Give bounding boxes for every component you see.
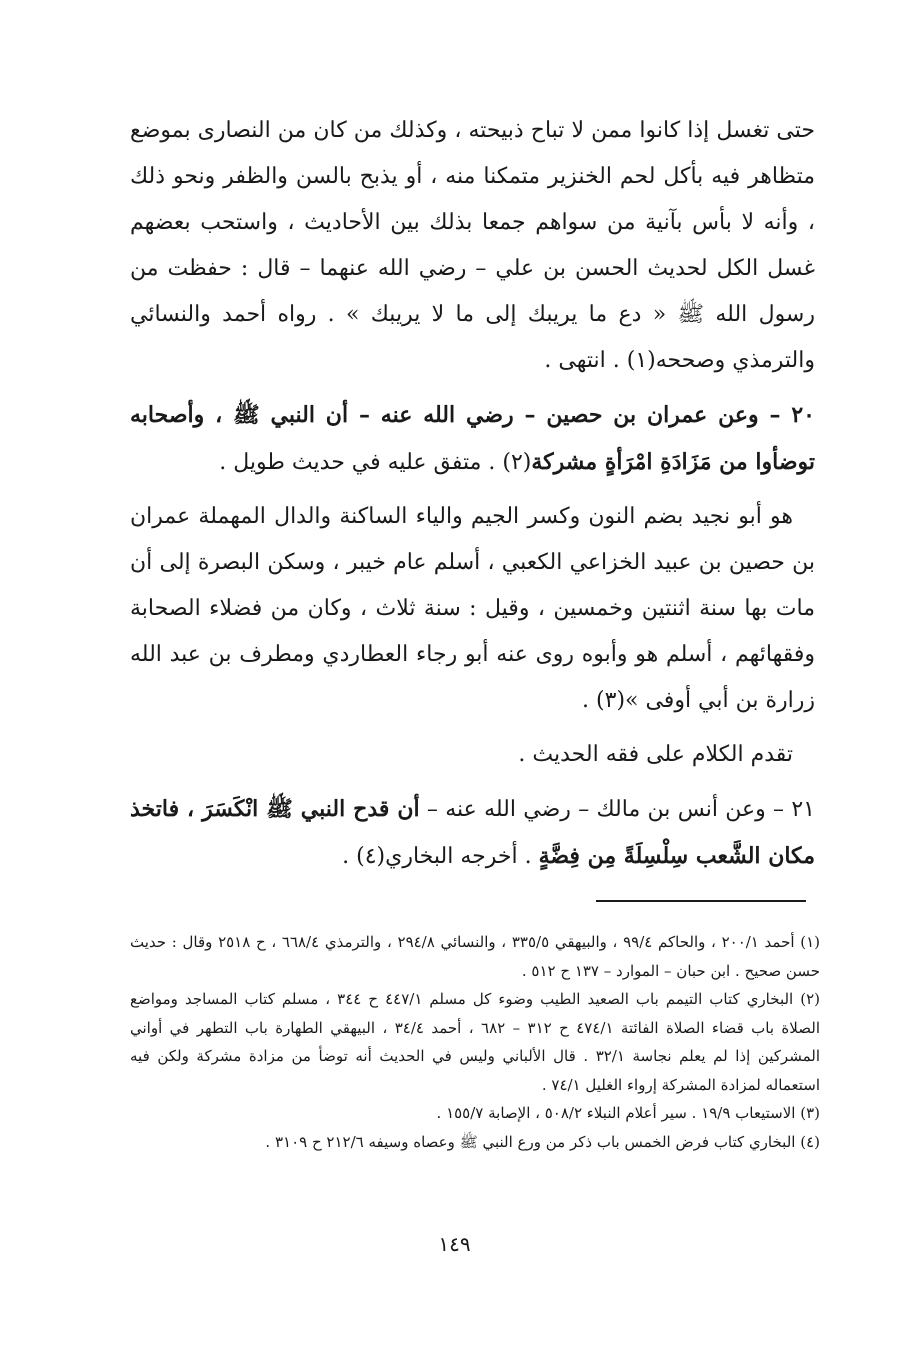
- footnote-3: (٣) الاستيعاب ١٩/٩ . سير أعلام النبلاء ٥٠٨/٢ ، الإصابة ١٥٥/٧ .: [436, 1104, 820, 1122]
- footnotes: [130, 928, 820, 1156]
- hadith-21: [130, 786, 815, 880]
- paragraph-biography: هو أبو نجيد بضم النون وكسر الجيم والياء الساكنة والدال المهملة عمران بن حصين بن عبيد الخزاعي الكعبي ، أسلم عام خيبر ، وسكن البصرة إلى أن مات بها سنة اثنتين وخمسين ، وقيل : سنة ثلاث ، وكان من فضلاء الصحابة وفقهائهم ، أسلم هو وأبوه روى عنه أبو رجاء العطاردي ومطرف بن عبد الله زرارة بن أبي أوفى »(٣) .: [130, 504, 815, 713]
- hadith-21-source: . أخرجه البخاري(٤) .: [342, 844, 539, 869]
- page-number: ١٤٩: [438, 1232, 471, 1256]
- footnote-separator: [596, 900, 806, 902]
- hadith-20: [130, 392, 815, 486]
- hadith-20-source: (٢) . متفق عليه في حديث طويل .: [219, 450, 532, 475]
- footnote-2: (٢) البخاري كتاب التيمم باب الصعيد الطيب وضوء كل مسلم ٤٤٧/١ ح ٣٤٤ ، مسلم كتاب المساجد ومواضع الصلاة باب قضاء الصلاة الفائتة ٤٧٤/١ ح ٣١٢ – ٦٨٢ ، أحمد ٣٤/٤ ، البيهقي الطهارة باب التطهر في أواني المشركين إذا لم يعلم نجاسة ٣٢/١ . قال الألباني وليس في الحديث أنه توضأ من مزادة مشركة ولكن فيه استعماله لمزادة المشركة إرواء الغليل ٧٤/١ .: [130, 990, 821, 1094]
- footnote-4: (٤) البخاري كتاب فرض الخمس باب ذكر من ورع النبي ﷺ وعصاه وسيفه ٢١٢/٦ ح ٣١٠٩ .: [265, 1132, 820, 1151]
- main-text: [130, 108, 815, 888]
- hadith-20-text: أن النبي ﷺ ، وأصحابه توضأوا من مَزَادَةِ امْرَأةٍ مشركة: [130, 402, 815, 475]
- hadith-21-number-narrator: ٢١ – وعن أنس بن مالك – رضي الله عنه –: [419, 797, 815, 822]
- hadith-21-text: أن قدح النبي ﷺ انْكَسَرَ ، فاتخذ مكان الشَّعب سِلْسِلَةً مِن فِضَّةٍ: [130, 796, 815, 869]
- hadith-20-number-narrator: ٢٠ – وعن عمران بن حصين – رضي الله عنه –: [348, 402, 815, 428]
- footnote-1: (١) أحمد ٢٠٠/١ ، والحاكم ٩٩/٤ ، والبيهقي ٣٣٥/٥ ، والنسائي ٢٩٤/٨ ، والترمذي ٦٦٨/٤ ، ح ٢٥١٨ وقال : حديث حسن صحيح . ابن حبان – الموارد – ١٣٧ ح ٥١٢ .: [130, 933, 820, 980]
- paragraph-commentary: حتى تغسل إذا كانوا ممن لا تباح ذبيحته ، وكذلك من كان من النصارى بموضع متظاهر فيه بأكل لحم الخنزير متمكنا منه ، أو يذبح بالسن والظفر ونحو ذلك ، وأنه لا بأس بآنية من سواهم جمعا بذلك بين الأحاديث ، واستحب بعضهم غسل الكل لحديث الحسن بن علي – رضي الله عنهما – قال : حفظت من رسول الله ﷺ « دع ما يريبك إلى ما لا يريبك » . رواه أحمد والنسائي والترمذي وصححه(١) . انتهى .: [130, 118, 815, 373]
- paragraph-fiqh-note: تقدم الكلام على فقه الحديث .: [518, 742, 793, 767]
